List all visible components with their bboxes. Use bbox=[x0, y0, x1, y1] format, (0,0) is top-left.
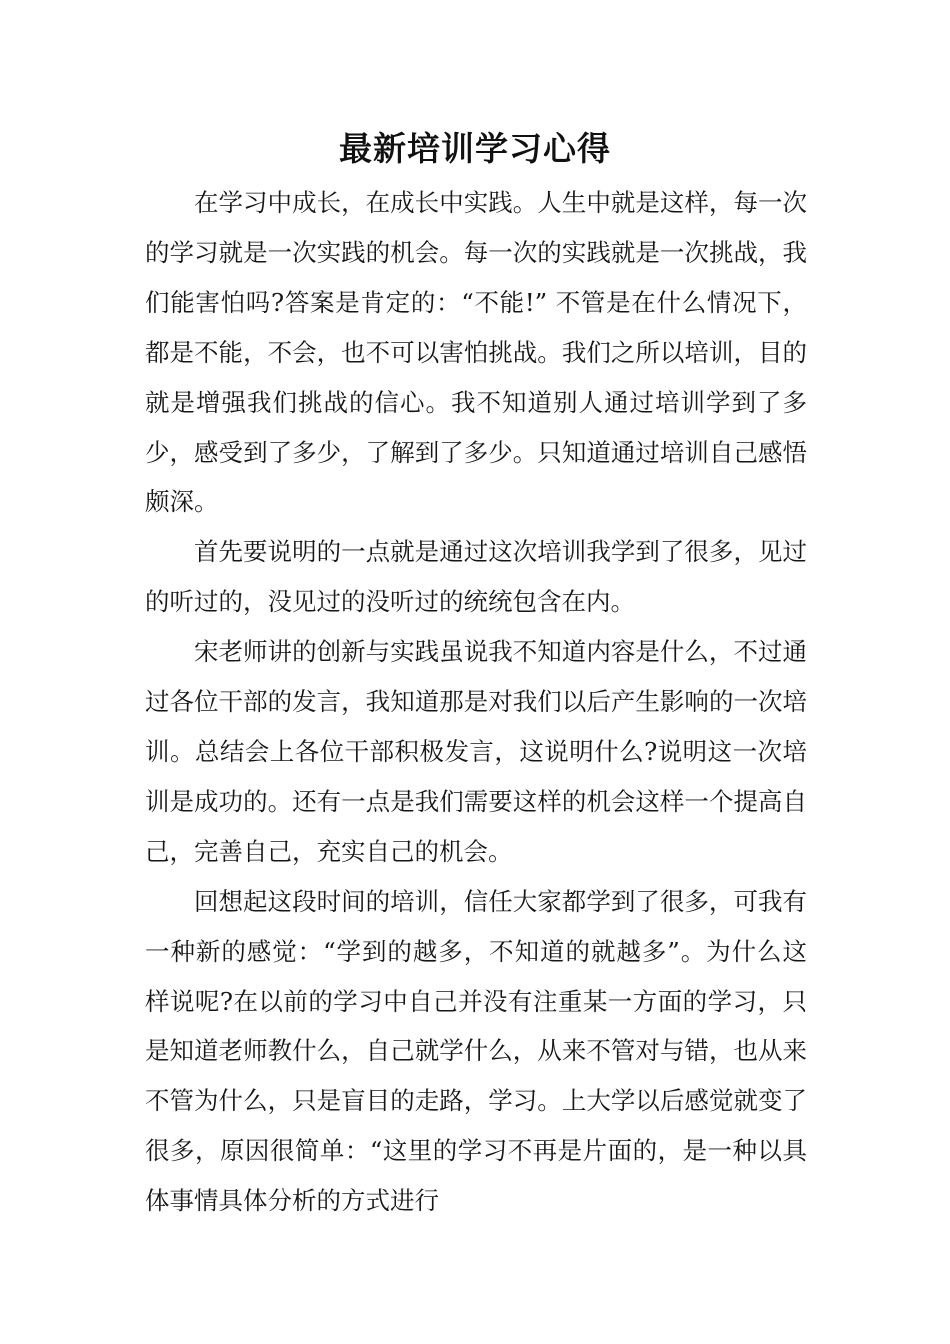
paragraph-1: 在学习中成长，在成长中实践。人生中就是这样，每一次的学习就是一次实践的机会。每一次的实践就是一次挑战，我们能害怕吗?答案是肯定的：“不能!” 不管是在什么情况下，都是不能，不会，也不可以害怕挑战。我们之所以培训，目的就是增强我们挑战的信心。我不知道别人通过培训学到了多少，感受到了多少，了解到了多少。只知道通过培训自己感悟颇深。 bbox=[145, 188, 807, 517]
document-body bbox=[145, 178, 807, 1226]
paragraph-4: 回想起这段时间的培训，信任大家都学到了很多，可我有一种新的感觉：“学到的越多，不知道的就越多”。为什么这样说呢?在以前的学习中自己并没有注重某一方面的学习，只是知道老师教什么，自己就学什么，从来不管对与错，也从来不管为什么，只是盲目的走路，学习。上大学以后感觉就变了很多，原因很简单：“这里的学习不再是片面的，是一种以具体事情具体分析的方式进行 bbox=[145, 886, 807, 1216]
document-title: 最新培训学习心得 bbox=[339, 129, 611, 168]
paragraph-3: 宋老师讲的创新与实践虽说我不知道内容是什么，不过通过各位干部的发言，我知道那是对我们以后产生影响的一次培训。总结会上各位干部积极发言，这说明什么?说明这一次培训是成功的。还有一点是我们需要这样的机会这样一个提高自己，完善自己，充实自己的机会。 bbox=[145, 637, 807, 866]
paragraph-2: 首先要说明的一点就是通过这次培训我学到了很多，见过的听过的，没见过的没听过的统统包含在内。 bbox=[145, 537, 807, 617]
